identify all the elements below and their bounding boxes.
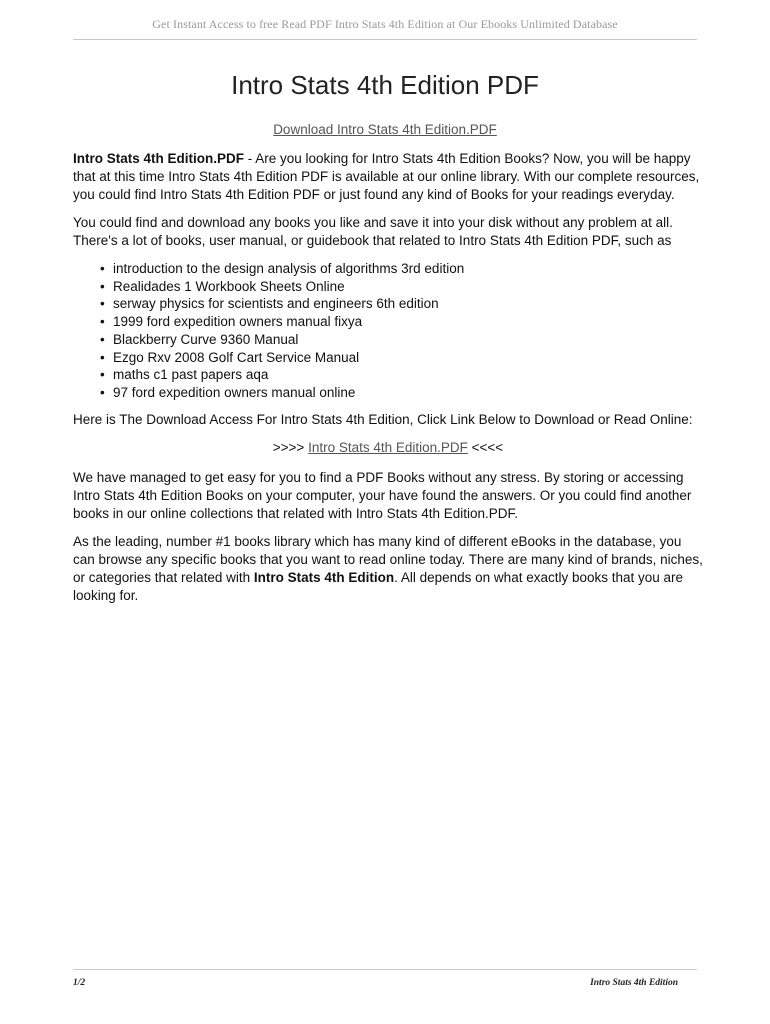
list-item: • maths c1 past papers aqa	[113, 366, 703, 384]
library-bold-title: Intro Stats 4th Edition	[253, 569, 395, 585]
list-item: • serway physics for scientists and engineers 6th edition	[113, 295, 703, 313]
read-link[interactable]: Intro Stats 4th Edition.PDF	[308, 439, 468, 455]
page-title: Intro Stats 4th Edition PDF	[231, 70, 539, 100]
list-item: • Blackberry Curve 9360 Manual	[113, 331, 703, 349]
download-link-container	[0, 122, 770, 137]
library-text-before: As the leading, number #1 books library which has many kind of different eBooks in the database, you can browse any specific books that you want to read online today. There are many kind of brands, niches, or categories that related with	[73, 533, 703, 585]
document-body	[73, 150, 703, 615]
download-access-paragraph: Here is The Download Access For Intro Stats 4th Edition, Click Link Below to Download or Read Online:	[73, 411, 693, 427]
books-paragraph: You could find and download any books you like and save it into your disk without any problem at all. There's a lot of books, user manual, or guidebook that related to Intro Stats 4th Edition PDF, such as	[73, 215, 673, 248]
library-paragraph	[73, 533, 703, 605]
footer-title: Intro Stats 4th Edition	[590, 978, 678, 988]
intro-text: - Are you looking for Intro Stats 4th Edition Books? Now, you will be happy that at this time Intro Stats 4th Edition PDF is available at our online library. With our complete resources, you could find Intro Stats 4th Edition PDF or just found any kind of Books for your readings everyday.	[73, 151, 700, 202]
read-link-line	[73, 439, 703, 457]
list-item: • 1999 ford expedition owners manual fixya	[113, 313, 703, 331]
intro-paragraph	[73, 150, 703, 204]
list-item: • Realidades 1 Workbook Sheets Online	[113, 278, 703, 296]
list-item: • 97 ford expedition owners manual online	[113, 384, 703, 402]
read-link-suffix: <<<<	[467, 439, 504, 455]
related-books-list	[73, 260, 703, 402]
list-item: • introduction to the design analysis of algorithms 3rd edition	[113, 260, 703, 278]
library-text-after: . All depends on what exactly books that you are looking for.	[73, 569, 684, 603]
footer-divider	[73, 969, 697, 970]
page-number: 1/2	[73, 978, 86, 988]
managed-paragraph: We have managed to get easy for you to find a PDF Books without any stress. By storing or accessing Intro Stats 4th Edition Books on your computer, your have found the answers. Or you could find another books in our online collections that related with Intro Stats 4th Edition.PDF.	[73, 469, 692, 521]
header-divider	[73, 39, 697, 40]
list-item: • Ezgo Rxv 2008 Golf Cart Service Manual	[113, 349, 703, 367]
read-link-prefix: >>>>	[272, 439, 309, 455]
intro-bold-title: Intro Stats 4th Edition.PDF	[73, 151, 244, 166]
page-header: Get Instant Access to free Read PDF Intro Stats 4th Edition at Our Ebooks Unlimited Database	[152, 17, 618, 31]
download-link[interactable]: Download Intro Stats 4th Edition.PDF	[273, 122, 497, 137]
